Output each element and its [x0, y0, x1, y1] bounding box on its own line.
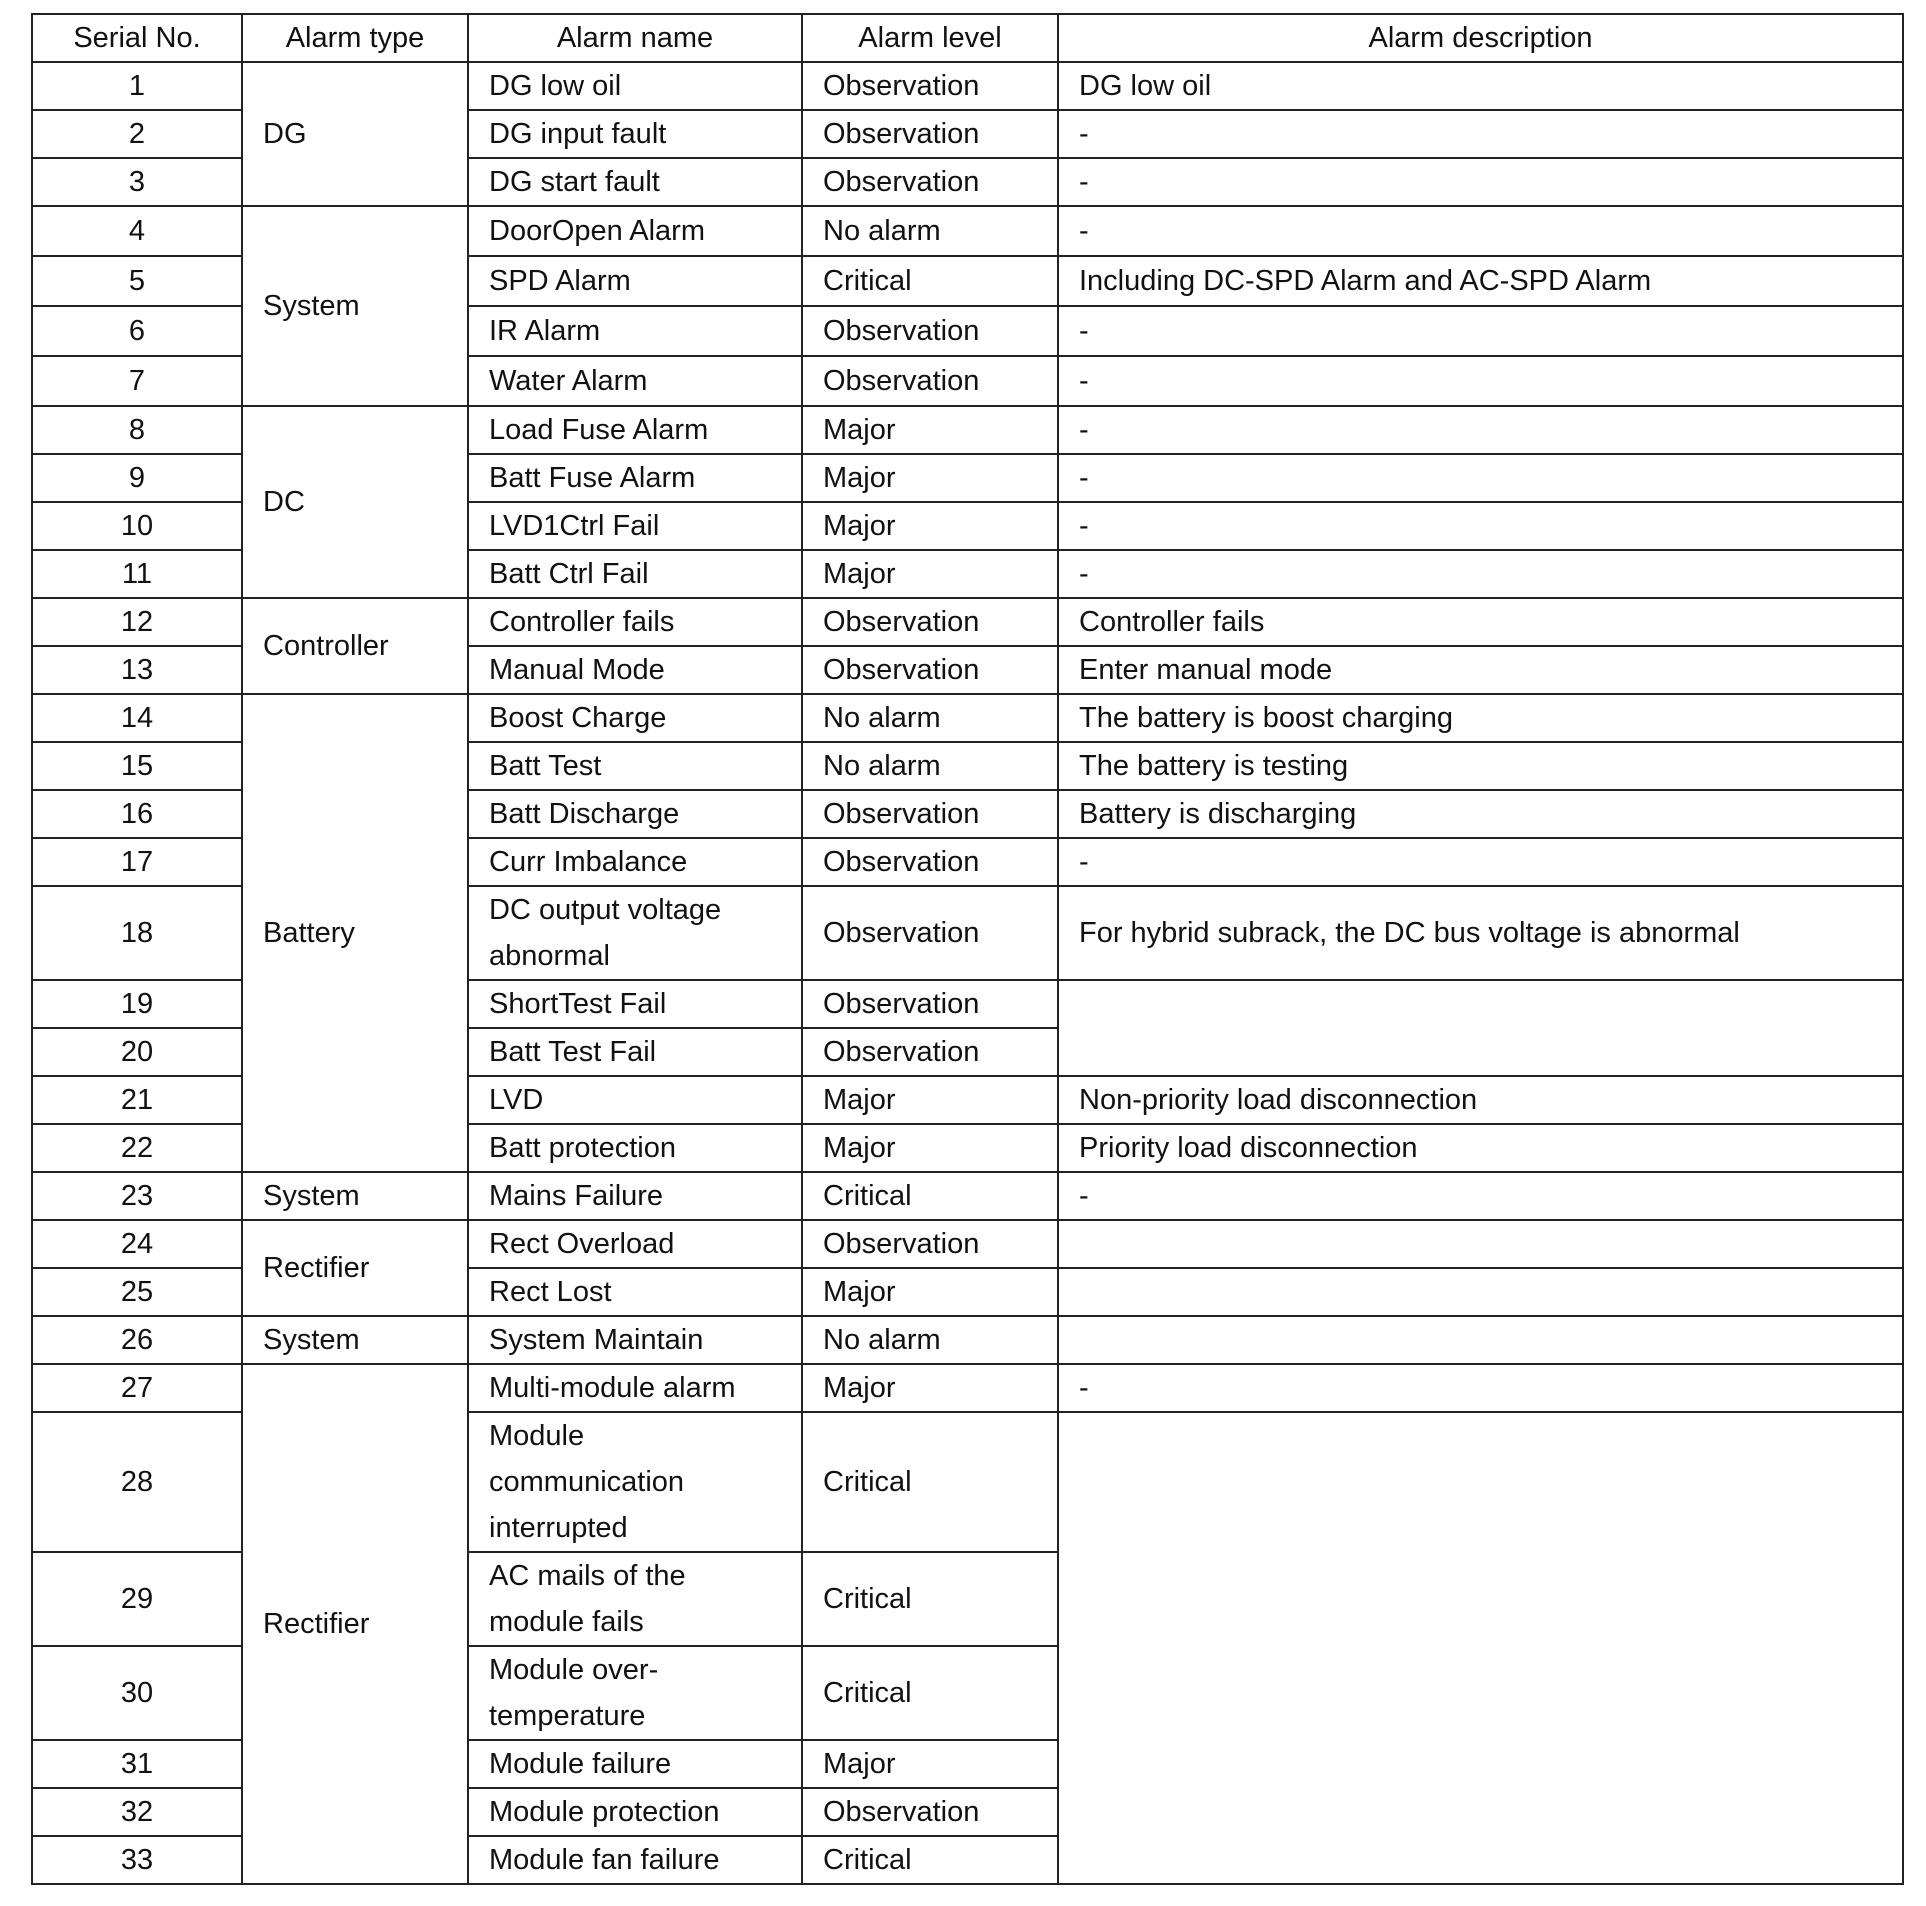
- serial-cell: 26: [32, 1316, 242, 1364]
- alarm-name-cell: System Maintain: [468, 1316, 802, 1364]
- alarm-level-cell: No alarm: [802, 1316, 1058, 1364]
- alarm-level-cell: Major: [802, 1076, 1058, 1124]
- alarm-level-cell: Observation: [802, 980, 1058, 1028]
- alarm-level-cell: Observation: [802, 110, 1058, 158]
- alarm-level-cell: Critical: [802, 256, 1058, 306]
- alarm-level-cell: Major: [802, 502, 1058, 550]
- serial-cell: 19: [32, 980, 242, 1028]
- alarm-name-cell: Curr Imbalance: [468, 838, 802, 886]
- alarm-description-cell: Including DC-SPD Alarm and AC-SPD Alarm: [1058, 256, 1903, 306]
- serial-cell: 22: [32, 1124, 242, 1172]
- serial-cell: 9: [32, 454, 242, 502]
- alarm-description-cell: DG low oil: [1058, 62, 1903, 110]
- alarm-level-cell: Major: [802, 1268, 1058, 1316]
- alarm-name-cell: Batt Test: [468, 742, 802, 790]
- serial-cell: 17: [32, 838, 242, 886]
- serial-cell: 25: [32, 1268, 242, 1316]
- alarm-name-cell: IR Alarm: [468, 306, 802, 356]
- alarm-description-cell: [1058, 1268, 1903, 1316]
- alarm-name-cell: DG low oil: [468, 62, 802, 110]
- alarm-level-cell: Observation: [802, 306, 1058, 356]
- alarm-name-cell: Batt protection: [468, 1124, 802, 1172]
- serial-cell: 23: [32, 1172, 242, 1220]
- alarm-description-cell: For hybrid subrack, the DC bus voltage is abnormal: [1058, 886, 1903, 980]
- alarm-name-cell: Load Fuse Alarm: [468, 406, 802, 454]
- alarm-type-cell: System: [242, 1172, 468, 1220]
- alarm-name-cell: DC output voltage abnormal: [468, 886, 802, 980]
- alarm-level-cell: Observation: [802, 790, 1058, 838]
- serial-cell: 3: [32, 158, 242, 206]
- alarm-type-cell: DG: [242, 62, 468, 206]
- alarm-description-cell: -: [1058, 502, 1903, 550]
- alarm-level-cell: Observation: [802, 1028, 1058, 1076]
- alarm-name-cell: SPD Alarm: [468, 256, 802, 306]
- table-row: [32, 1316, 1903, 1364]
- alarm-name-cell: Mains Failure: [468, 1172, 802, 1220]
- header-serial: Serial No.: [32, 14, 242, 62]
- alarm-level-cell: Observation: [802, 1788, 1058, 1836]
- alarm-description-cell: -: [1058, 1172, 1903, 1220]
- alarm-level-cell: Major: [802, 406, 1058, 454]
- table-row: [32, 62, 1903, 110]
- alarm-level-cell: Critical: [802, 1412, 1058, 1552]
- alarm-name-cell: Module over-temperature: [468, 1646, 802, 1740]
- alarm-name-cell: ShortTest Fail: [468, 980, 802, 1028]
- alarm-description-cell: -: [1058, 454, 1903, 502]
- alarm-name-cell: Rect Overload: [468, 1220, 802, 1268]
- table-row: [32, 406, 1903, 454]
- alarm-type-cell: System: [242, 206, 468, 406]
- serial-cell: 16: [32, 790, 242, 838]
- serial-cell: 30: [32, 1646, 242, 1740]
- alarm-name-cell: DG input fault: [468, 110, 802, 158]
- alarm-type-cell: Controller: [242, 598, 468, 694]
- alarm-description-cell: -: [1058, 356, 1903, 406]
- alarm-type-cell: System: [242, 1316, 468, 1364]
- alarm-level-cell: Observation: [802, 62, 1058, 110]
- serial-cell: 7: [32, 356, 242, 406]
- table-row: [32, 1172, 1903, 1220]
- serial-cell: 24: [32, 1220, 242, 1268]
- table-row: [32, 206, 1903, 256]
- table-row: [32, 1364, 1903, 1412]
- alarm-level-cell: Major: [802, 1124, 1058, 1172]
- alarm-level-cell: Observation: [802, 158, 1058, 206]
- alarm-description-cell: -: [1058, 550, 1903, 598]
- alarm-level-cell: Observation: [802, 1220, 1058, 1268]
- alarm-type-cell: Rectifier: [242, 1364, 468, 1884]
- alarm-name-cell: Module failure: [468, 1740, 802, 1788]
- header-row: [32, 14, 1903, 62]
- serial-cell: 32: [32, 1788, 242, 1836]
- header-level: Alarm level: [802, 14, 1058, 62]
- alarm-name-cell: Controller fails: [468, 598, 802, 646]
- alarm-description-cell: -: [1058, 838, 1903, 886]
- alarm-description-cell: [1058, 1412, 1903, 1884]
- table-row: [32, 1220, 1903, 1268]
- serial-cell: 15: [32, 742, 242, 790]
- alarm-name-cell: DG start fault: [468, 158, 802, 206]
- serial-cell: 11: [32, 550, 242, 598]
- alarm-level-cell: Observation: [802, 646, 1058, 694]
- serial-cell: 5: [32, 256, 242, 306]
- alarm-description-cell: -: [1058, 406, 1903, 454]
- serial-cell: 29: [32, 1552, 242, 1646]
- serial-cell: 12: [32, 598, 242, 646]
- alarm-description-cell: The battery is testing: [1058, 742, 1903, 790]
- alarm-name-cell: Boost Charge: [468, 694, 802, 742]
- alarm-level-cell: No alarm: [802, 206, 1058, 256]
- alarm-level-cell: Major: [802, 1364, 1058, 1412]
- alarm-description-cell: -: [1058, 1364, 1903, 1412]
- alarm-name-cell: LVD: [468, 1076, 802, 1124]
- alarm-name-cell: Manual Mode: [468, 646, 802, 694]
- alarm-description-cell: The battery is boost charging: [1058, 694, 1903, 742]
- alarm-description-cell: Controller fails: [1058, 598, 1903, 646]
- alarm-description-cell: Battery is discharging: [1058, 790, 1903, 838]
- serial-cell: 6: [32, 306, 242, 356]
- alarm-level-cell: No alarm: [802, 694, 1058, 742]
- alarm-description-cell: Priority load disconnection: [1058, 1124, 1903, 1172]
- alarm-name-cell: Rect Lost: [468, 1268, 802, 1316]
- alarm-level-cell: Critical: [802, 1836, 1058, 1884]
- alarm-description-cell: Enter manual mode: [1058, 646, 1903, 694]
- alarm-name-cell: LVD1Ctrl Fail: [468, 502, 802, 550]
- alarm-type-cell: Battery: [242, 694, 468, 1172]
- alarm-level-cell: Critical: [802, 1172, 1058, 1220]
- serial-cell: 21: [32, 1076, 242, 1124]
- alarm-name-cell: Multi-module alarm: [468, 1364, 802, 1412]
- alarm-level-cell: Critical: [802, 1552, 1058, 1646]
- serial-cell: 31: [32, 1740, 242, 1788]
- alarm-description-cell: [1058, 1220, 1903, 1268]
- table-row: [32, 598, 1903, 646]
- serial-cell: 33: [32, 1836, 242, 1884]
- serial-cell: 20: [32, 1028, 242, 1076]
- alarm-description-cell: [1058, 1316, 1903, 1364]
- alarm-name-cell: DoorOpen Alarm: [468, 206, 802, 256]
- alarm-level-cell: Major: [802, 550, 1058, 598]
- serial-cell: 4: [32, 206, 242, 256]
- alarm-description-cell: -: [1058, 158, 1903, 206]
- serial-cell: 2: [32, 110, 242, 158]
- table-row: [32, 694, 1903, 742]
- alarm-level-cell: Observation: [802, 886, 1058, 980]
- alarm-level-cell: Major: [802, 454, 1058, 502]
- header-description: Alarm description: [1058, 14, 1903, 62]
- serial-cell: 10: [32, 502, 242, 550]
- header-name: Alarm name: [468, 14, 802, 62]
- alarm-name-cell: Batt Discharge: [468, 790, 802, 838]
- alarm-level-cell: No alarm: [802, 742, 1058, 790]
- serial-cell: 27: [32, 1364, 242, 1412]
- serial-cell: 8: [32, 406, 242, 454]
- alarm-level-cell: Observation: [802, 356, 1058, 406]
- alarm-type-cell: DC: [242, 406, 468, 598]
- alarm-level-cell: Observation: [802, 838, 1058, 886]
- alarm-name-cell: Module communication interrupted: [468, 1412, 802, 1552]
- alarm-description-cell: -: [1058, 306, 1903, 356]
- alarm-level-cell: Critical: [802, 1646, 1058, 1740]
- serial-cell: 1: [32, 62, 242, 110]
- alarm-name-cell: Water Alarm: [468, 356, 802, 406]
- alarm-name-cell: AC mails of the module fails: [468, 1552, 802, 1646]
- alarm-name-cell: Module fan failure: [468, 1836, 802, 1884]
- serial-cell: 18: [32, 886, 242, 980]
- alarm-name-cell: Batt Fuse Alarm: [468, 454, 802, 502]
- alarm-type-cell: Rectifier: [242, 1220, 468, 1316]
- alarm-description-cell: -: [1058, 206, 1903, 256]
- alarm-description-cell: -: [1058, 110, 1903, 158]
- alarm-name-cell: Batt Test Fail: [468, 1028, 802, 1076]
- serial-cell: 14: [32, 694, 242, 742]
- alarm-table: [31, 13, 1904, 1885]
- serial-cell: 13: [32, 646, 242, 694]
- alarm-name-cell: Batt Ctrl Fail: [468, 550, 802, 598]
- serial-cell: 28: [32, 1412, 242, 1552]
- alarm-name-cell: Module protection: [468, 1788, 802, 1836]
- alarm-level-cell: Observation: [802, 598, 1058, 646]
- alarm-description-cell: [1058, 980, 1903, 1076]
- header-type: Alarm type: [242, 14, 468, 62]
- alarm-level-cell: Major: [802, 1740, 1058, 1788]
- alarm-description-cell: Non-priority load disconnection: [1058, 1076, 1903, 1124]
